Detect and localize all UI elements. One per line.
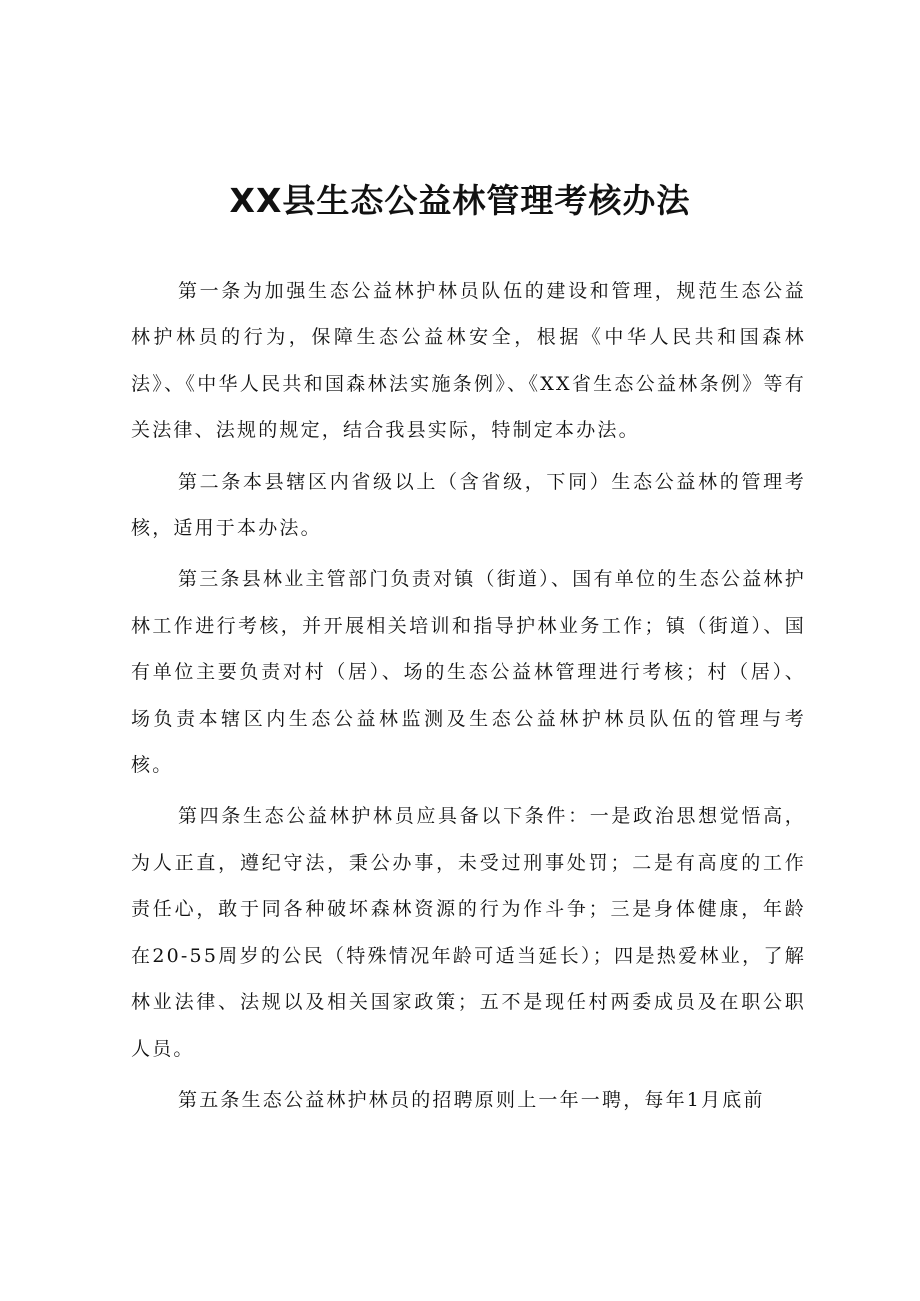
article-3-paragraph: 第三条县林业主管部门负责对镇（街道）、国有单位的生态公益林护林工作进行考核，并开展相关培训和指导护林业务工作；镇（街道）、国有单位主要负责对村（居）、场的生态公益林管理进行考核；村（居）、场负责本辖区内生态公益林监测及生态公益林护林员队伍的管理与考核。 xyxy=(131,568,806,777)
article-2-paragraph: 第二条本县辖区内省级以上（含省级，下同）生态公益林的管理考核，适用于本办法。 xyxy=(131,470,806,540)
document-title: XX县生态公益林管理考核办法 xyxy=(229,181,691,220)
article-4-paragraph: 第四条生态公益林护林员应具备以下条件：一是政治思想觉悟高，为人正直，遵纪守法，秉公办事，未受过刑事处罚；二是有高度的工作责任心，敢于同各种破坏森林资源的行为作斗争；三是身体健康，年龄在20-55周岁的公民（特殊情况年龄可适当延长）；四是热爱林业，了解林业法律、法规以及相关国家政策；五不是现任村两委成员及在职公职人员。 xyxy=(131,805,806,1060)
article-1-paragraph: 第一条为加强生态公益林护林员队伍的建设和管理，规范生态公益林护林员的行为，保障生态公益林安全，根据《中华人民共和国森林法》、《中华人民共和国森林法实施条例》、《XX省生态公益林条例》等有关法律、法规的规定，结合我县实际，特制定本办法。 xyxy=(131,280,806,442)
article-5-paragraph: 第五条生态公益林护林员的招聘原则上一年一聘，每年1月底前 xyxy=(178,1088,765,1111)
document-body xyxy=(131,268,806,1128)
